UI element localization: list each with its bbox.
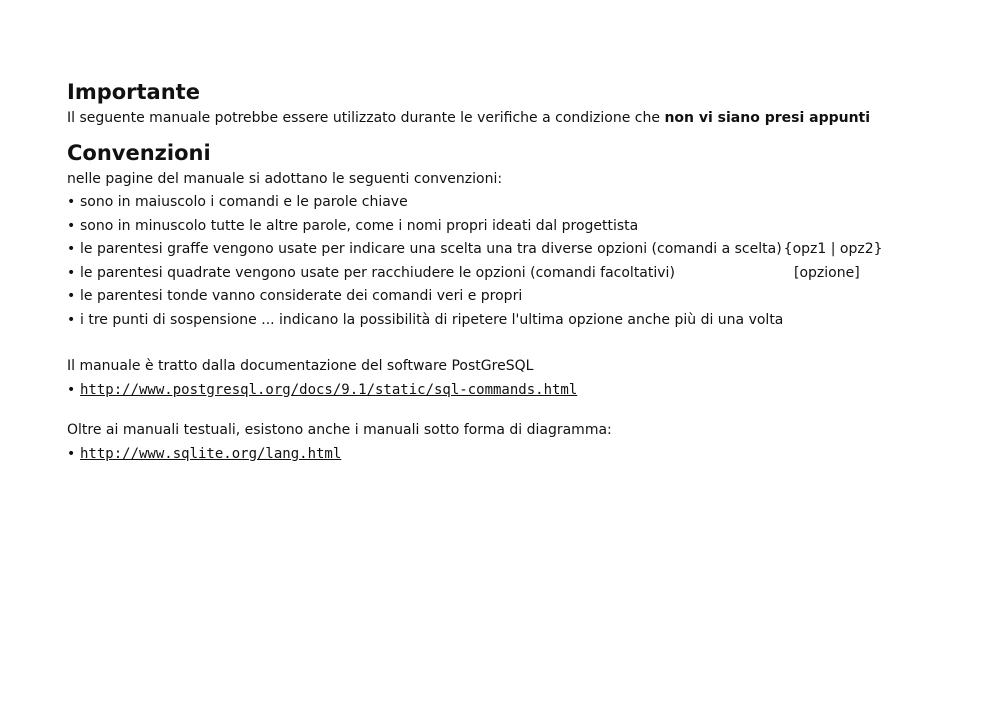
diagram-manual-text: Oltre ai manuali testuali, esistono anche i manuali sotto forma di diagramma: (67, 422, 612, 438)
bullet-icon: • (67, 264, 76, 281)
heading-importante: Importante (67, 80, 200, 104)
syntax-example-optional: [opzione] (794, 264, 860, 281)
list-item-text: le parentesi graffe vengono usate per indicare una scelta una tra diverse opzioni (comandi a scelta) (80, 241, 782, 257)
heading-convenzioni: Convenzioni (67, 140, 211, 165)
list-item (67, 238, 967, 262)
importante-text: Il seguente manuale potrebbe essere utilizzato durante le verifiche a condizione che (67, 110, 665, 126)
list-item (67, 285, 967, 309)
manuale-source-text: Il manuale è tratto dalla documentazione del software PostGreSQL (67, 358, 534, 374)
document-page (67, 78, 967, 466)
list-item-text: sono in minuscolo tutte le altre parole, come i nomi propri ideati dal progettista (80, 217, 639, 234)
list-item (67, 191, 967, 215)
bullet-icon: • (67, 241, 76, 257)
syntax-example-choice: {opz1 | opz2} (783, 241, 883, 257)
bullet-icon: • (67, 288, 76, 304)
sqlite-lang-link[interactable]: http://www.sqlite.org/lang.html (80, 445, 342, 462)
list-item (67, 309, 967, 333)
bullet-icon: • (67, 445, 76, 462)
postgresql-docs-link[interactable]: http://www.postgresql.org/docs/9.1/static/sql-commands.html (80, 381, 578, 398)
convenzioni-list (67, 191, 967, 332)
list-item-text: i tre punti di sospensione ... indicano la possibilità di ripetere l'ultima opzione anche più di una volta (80, 311, 784, 328)
bullet-icon: • (67, 194, 76, 210)
diagram-link-list (67, 443, 967, 467)
convenzioni-intro: nelle pagine del manuale si adottano le seguenti convenzioni: (67, 170, 503, 187)
list-item-text: sono in maiuscolo i comandi e le parole chiave (80, 194, 408, 210)
bullet-icon: • (67, 311, 76, 328)
manuale-link-list (67, 379, 967, 403)
importante-paragraph (67, 107, 967, 131)
list-item (67, 443, 967, 467)
bullet-icon: • (67, 217, 76, 234)
list-item (67, 215, 967, 239)
list-item (67, 379, 967, 403)
bullet-icon: • (67, 381, 76, 398)
importante-bold-text: non vi siano presi appunti (664, 110, 871, 126)
list-item (67, 262, 967, 286)
list-item-text: le parentesi quadrate vengono usate per racchiudere le opzioni (comandi facoltativi) (80, 264, 675, 281)
list-item-text: le parentesi tonde vanno considerate dei comandi veri e propri (80, 288, 523, 304)
